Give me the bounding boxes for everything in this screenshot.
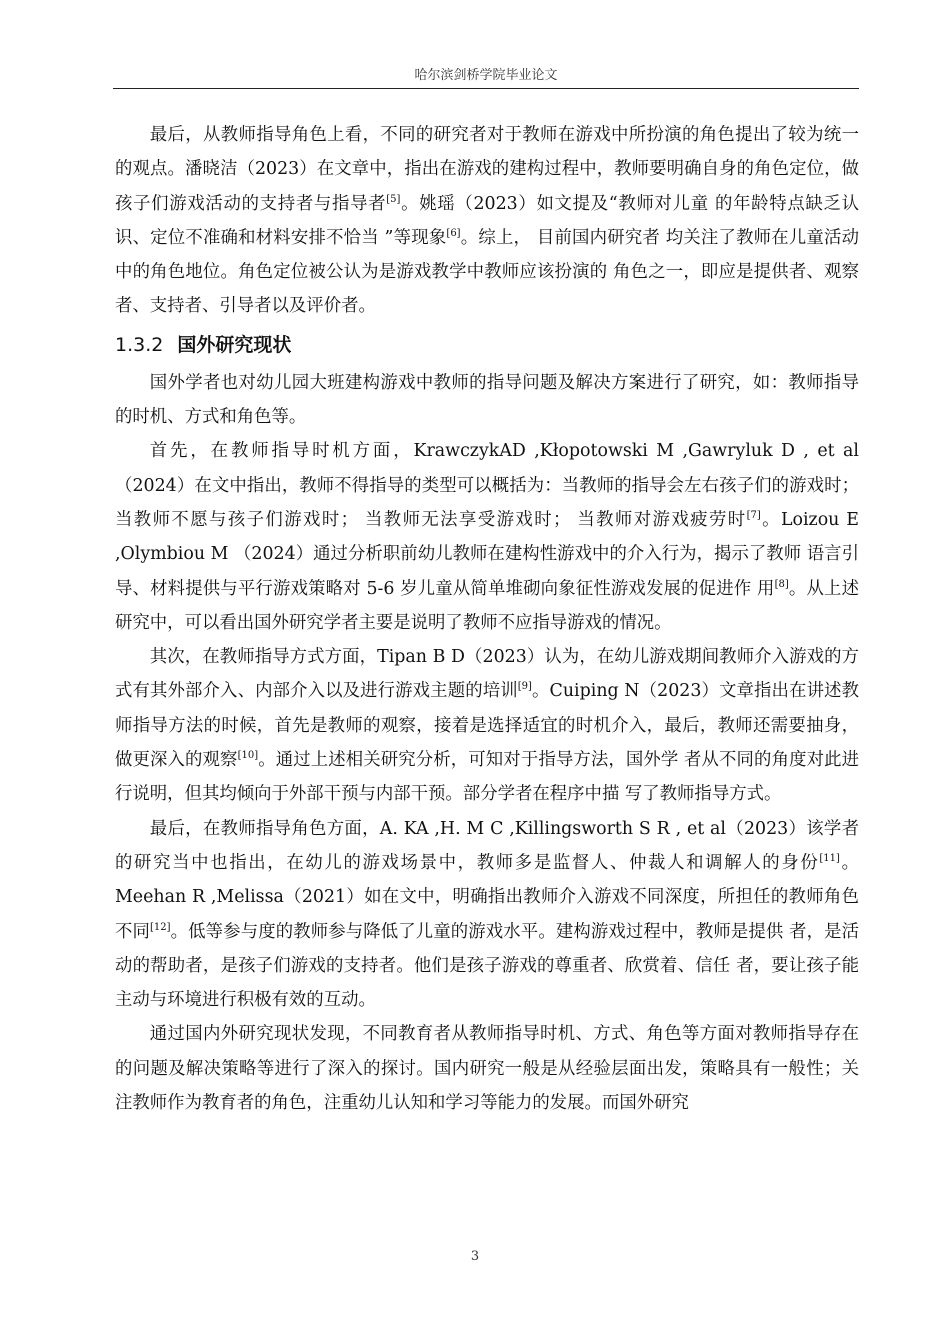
page-header: 哈尔滨剑桥学院毕业论文 <box>414 68 558 83</box>
section-heading <box>115 328 859 362</box>
citation-11[interactable]: [11] <box>819 853 840 865</box>
paragraph-domestic-role: 最后，从教师指导角色上看，不同的研究者对于教师在游戏中所扮演的角色提出了较为统一的观点。潘晓洁（2023）在文章中，指出在游戏的建构过程中，教师要明确自身的角色定位，做孩子们游戏活动的支持者与指导者[5]。姚瑶（2023）如文提及“教师对儿童 的年龄特点缺乏认识、定位不准确和材料安排不恰当 ”等现象[6]。综上， 目前国内研究者 均关注了教师在儿童活动中的角色地位。角色定位被公认为是游戏教学中教师应该扮演的 角色之一，即应是提供者、观察者、支持者、引导者以及评价者。 <box>115 125 860 317</box>
paragraph-guidance-method: 其次，在教师指导方式方面，Tipan B D（2023）认为，在幼儿游戏期间教师介入游戏的方式有其外部介入、内部介入以及进行游戏主题的培训[9]。Cuiping N（2023）文章指出在讲述教师指导方法的时候，首先是教师的观察，接着是选择适宜的时机介入，最后，教师还需要抽身，做更深入的观察[10]。通过上述相关研究分析，可知对于指导方法，国外学 者从不同的角度对此进行说明，但其均倾向于外部干预与内部干预。部分学者在程序中描 写了教师指导方式。 <box>115 647 859 805</box>
citation-12[interactable]: [12] <box>150 921 171 933</box>
paragraph-foreign-intro: 国外学者也对幼儿园大班建构游戏中教师的指导问题及解决方案进行了研究，如：教师指导的时机、方式和角色等。 <box>115 372 859 428</box>
citation-9[interactable]: [9] <box>517 681 532 693</box>
paragraph-guidance-timing: 首先，在教师指导时机方面，KrawczykAD ,Kłopotowski M ,Gawryluk D , et al（2024）在文中指出，教师不得指导的类型可以概括为：当教师的指导会左右孩子们的游戏时；当教师不愿与孩子们游戏时； 当教师无法享受游戏时； 当教师对游戏疲劳时[7]。Loizou E ,Olymbiou M （2024）通过分析职前幼儿教师在建构性游戏中的介入行为，揭示了教师 语言引导、材料提供与平行游戏策略对 5-6 岁儿童从简单堆砌向象征性游戏发展的促进作 用[8]。从上述研究中，可以看出国外研究学者主要是说明了教师不应指导游戏的情况。 <box>115 441 859 633</box>
citation-5[interactable]: [5] <box>386 193 401 205</box>
header-rule <box>113 88 859 89</box>
section-title: 国外研究现状 <box>177 333 292 356</box>
document-body <box>115 118 859 1120</box>
paragraph-guidance-role: 最后，在教师指导角色方面，A. KA ,H. M C ,Killingsworth S R , et al（2023）该学者的研究当中也指出，在幼儿的游戏场景中，教师多是监督人、仲裁人和调解人的身份[11]。Meehan R ,Melissa（2021）如在文中，明确指出教师介入游戏不同深度，所担任的教师角色不同[12]。低等参与度的教师参与降低了儿童的游戏水平。建构游戏过程中，教师是提供 者，是活动的帮助者，是孩子们游戏的支持者。他们是孩子游戏的尊重者、欣赏着、信任 者，要让孩子能主动与环境进行积极有效的互动。 <box>115 818 859 1011</box>
citation-7[interactable]: [7] <box>746 510 761 522</box>
section-number: 1.3.2 <box>115 333 164 356</box>
citation-8[interactable]: [8] <box>774 578 789 590</box>
page-number: 3 <box>470 1249 480 1264</box>
citation-10[interactable]: [10] <box>237 750 259 762</box>
citation-6[interactable]: [6] <box>446 228 461 240</box>
paragraph-summary: 通过国内外研究现状发现，不同教育者从教师指导时机、方式、角色等方面对教师指导存在的问题及解决策略等进行了深入的探讨。国内研究一般是从经验层面出发，策略具有一般性；关注教师作为教育者的角色，注重幼儿认知和学习等能力的发展。而国外研究 <box>115 1024 859 1114</box>
